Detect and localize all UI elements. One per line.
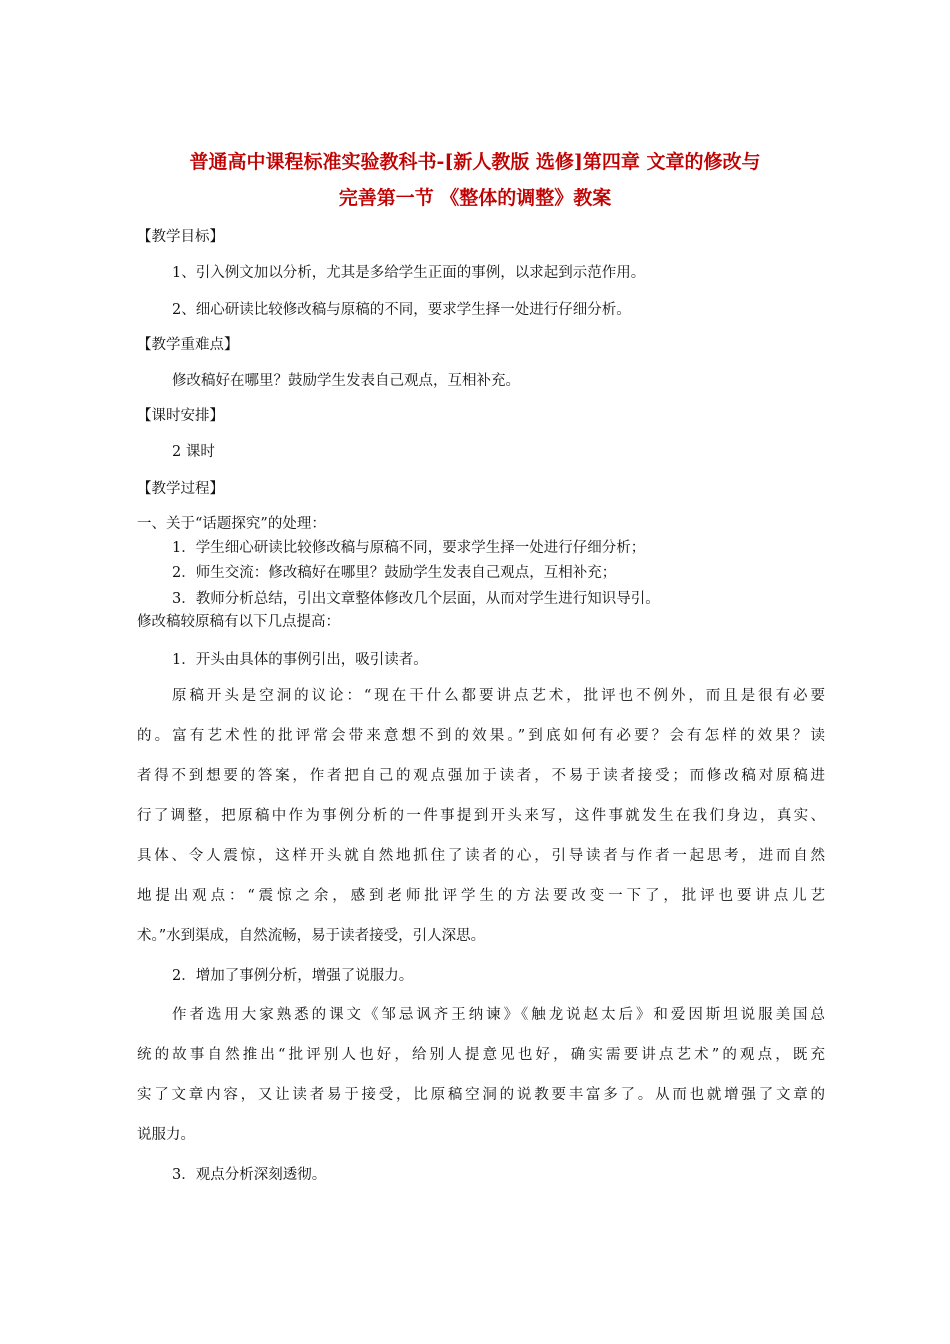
paragraph-line: 术。”水到渠成，自然流畅，易于读者接受，引人深思。	[137, 928, 486, 944]
paragraph-line: 统的故事自然推出“批评别人也好，给别人提意见也好，确实需要讲点艺术”的观点，既充	[137, 1047, 825, 1063]
paragraph: 2 课时	[172, 444, 215, 460]
subheading: 3．观点分析深刻透彻。	[172, 1167, 327, 1183]
section-heading-goals: 【教学目标】	[137, 229, 224, 245]
list-heading: 一、关于“话题探究”的处理：	[137, 516, 326, 532]
title-line-1: 普通高中课程标准实验教科书-[新人教版 选修]第四章 文章的修改与	[189, 151, 761, 173]
section-heading-schedule: 【课时安排】	[137, 408, 224, 424]
paragraph-line: 原稿开头是空洞的议论：“现在干什么都要讲点艺术，批评也不例外，而且是很有必要	[172, 688, 825, 704]
section-heading-difficulties: 【教学重难点】	[137, 337, 239, 353]
subheading: 1．开头由具体的事例引出，吸引读者。	[172, 652, 428, 668]
paragraph-line: 具体、令人震惊，这样开头就自然地抓住了读者的心，引导读者与作者一起思考，进而自然	[137, 848, 825, 864]
paragraph: 修改稿好在哪里？鼓励学生发表自己观点，互相补充。	[172, 373, 520, 389]
paragraph: 修改稿较原稿有以下几点提高：	[137, 614, 340, 630]
paragraph-line: 说服力。	[137, 1127, 195, 1143]
section-heading-process: 【教学过程】	[137, 481, 224, 497]
paragraph: 1、引入例文加以分析，尤其是多给学生正面的事例，以求起到示范作用。	[172, 265, 646, 281]
paragraph-line: 的。富有艺术性的批评常会带来意想不到的效果。”到底如何有必要？会有怎样的效果？读	[137, 728, 825, 744]
paragraph-line: 者得不到想要的答案，作者把自己的观点强加于读者，不易于读者接受；而修改稿对原稿进	[137, 768, 825, 784]
paragraph: 2、细心研读比较修改稿与原稿的不同，要求学生择一处进行仔细分析。	[172, 302, 631, 318]
paragraph-line: 实了文章内容，又让读者易于接受，比原稿空洞的说教要丰富多了。从而也就增强了文章的	[137, 1087, 825, 1103]
list-item: 1．学生细心研读比较修改稿与原稿不同，要求学生择一处进行仔细分析；	[172, 540, 646, 556]
document-title	[120, 144, 830, 216]
paragraph-line: 作者选用大家熟悉的课文《邹忌讽齐王纳谏》《触龙说赵太后》和爱因斯坦说服美国总	[172, 1007, 825, 1023]
subheading: 2．增加了事例分析，增强了说服力。	[172, 968, 414, 984]
paragraph-line: 地提出观点：“震惊之余，感到老师批评学生的方法要改变一下了，批评也要讲点儿艺	[137, 888, 825, 904]
paragraph-line: 行了调整，把原稿中作为事例分析的一件事提到开头来写，这件事就发生在我们身边，真实、	[137, 808, 825, 824]
list-item: 2．师生交流：修改稿好在哪里？鼓励学生发表自己观点，互相补充；	[172, 565, 617, 581]
title-line-2: 完善第一节 《整体的调整》教案	[338, 187, 612, 209]
list-item: 3．教师分析总结，引出文章整体修改几个层面，从而对学生进行知识导引。	[172, 591, 660, 607]
